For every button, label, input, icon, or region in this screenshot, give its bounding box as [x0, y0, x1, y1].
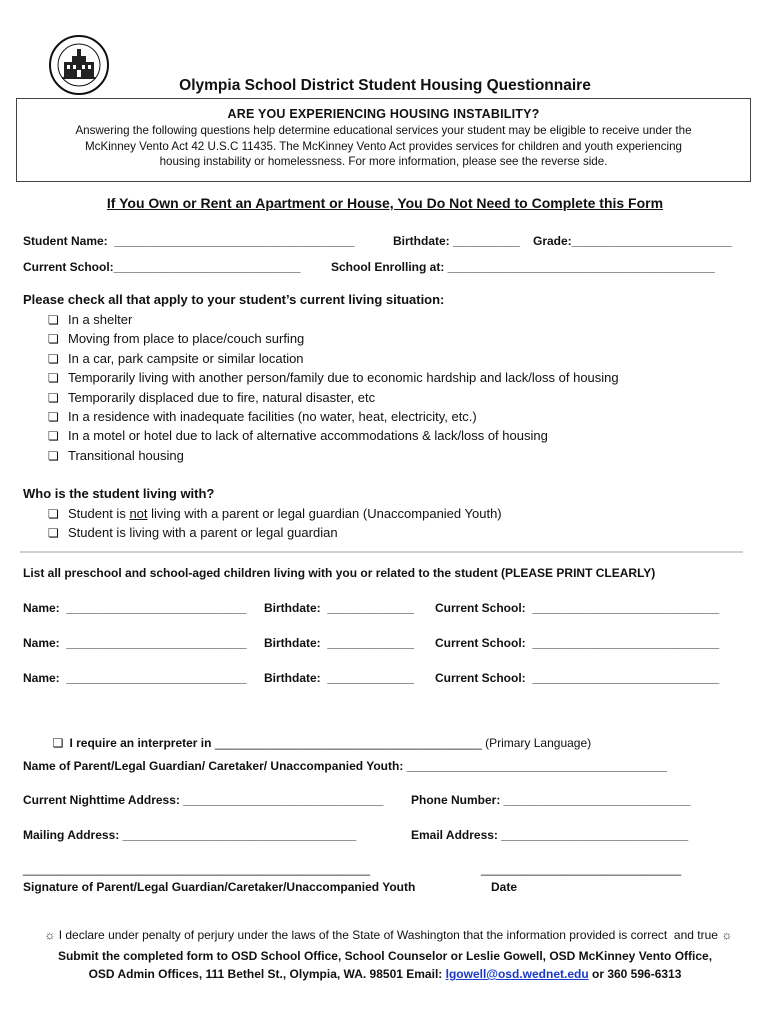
child-birthdate-field[interactable]: Birthdate: _____________ [264, 601, 415, 615]
option-label: In a shelter [68, 312, 133, 327]
child-birthdate-field[interactable]: Birthdate: _____________ [264, 671, 415, 685]
living-situation-option[interactable] [48, 428, 548, 443]
interpreter-suffix: (Primary Language) [481, 736, 592, 750]
living-situation-option[interactable] [48, 390, 375, 405]
info-line-1: Answering the following questions help determine educational services your student may be eligible to receive under the [75, 124, 692, 137]
signature-line[interactable]: ____________________________________________________ [23, 862, 371, 876]
interpreter-language-blank[interactable]: ________________________________________ [214, 736, 482, 750]
guardian-name-field[interactable]: Name of Parent/Legal Guardian/ Caretaker/ Unaccompanied Youth: _______________________________________ [23, 759, 667, 773]
perjury-declaration [0, 914, 770, 942]
option-unaccompanied[interactable] [48, 506, 502, 521]
submission-contact [0, 967, 770, 981]
info-line-2: McKinney Vento Act 42 U.S.C 11435. The McKinney Vento Act provides services for children and youth experiencing [85, 139, 682, 153]
living-situation-option[interactable] [48, 331, 304, 346]
sun-icon: ☼ [721, 928, 733, 942]
option-label: In a residence with inadequate facilities (no water, heat, electricity, etc.) [68, 409, 477, 424]
child-school-field[interactable]: Current School: ____________________________ [435, 636, 720, 650]
date-line[interactable]: ______________________________ [481, 862, 682, 876]
interpreter-row[interactable] [46, 722, 591, 750]
child-birthdate-field[interactable]: Birthdate: _____________ [264, 636, 415, 650]
option-with-guardian[interactable] [48, 525, 338, 540]
checkbox-icon[interactable]: ❏ [48, 448, 59, 463]
section-divider [20, 551, 743, 553]
current-school-field[interactable]: Current School:____________________________ [23, 260, 301, 274]
option-label: Transitional housing [68, 447, 184, 463]
contact-address: OSD Admin Offices, 111 Bethel St., Olympia, WA. 98501 Email: [88, 967, 446, 981]
interpreter-label: I require an interpreter in [69, 736, 215, 750]
info-line-3: housing instability or homelessness. For more information, please see the reverse side. [159, 155, 608, 169]
declaration-text: I declare under penalty of perjury under the laws of the State of Washington that the information provided is correct and true [58, 928, 718, 942]
child-school-field[interactable]: Current School: ____________________________ [435, 601, 720, 615]
child-name-field[interactable]: Name: ___________________________ [23, 671, 247, 685]
sun-icon: ☼ [44, 928, 56, 942]
living-situation-option[interactable] [48, 312, 132, 327]
checkbox-icon[interactable]: ❏ [48, 390, 59, 405]
checkbox-icon[interactable]: ❏ [48, 351, 59, 366]
checkbox-icon[interactable]: ❏ [48, 429, 59, 444]
living-with-question: Who is the student living with? [23, 486, 215, 501]
checkbox-icon[interactable]: ❏ [48, 371, 59, 386]
living-situation-option[interactable] [48, 409, 477, 424]
student-name-field[interactable]: Student Name: ____________________________________ [23, 234, 355, 248]
nighttime-address-field[interactable]: Current Nighttime Address: ______________________________ [23, 793, 384, 807]
living-situation-question: Please check all that apply to your student’s current living situation: [23, 292, 445, 307]
opt-text: Student is living with a parent or legal guardian [68, 525, 338, 540]
contact-phone: or 360 596-6313 [588, 967, 682, 981]
info-text [31, 123, 736, 170]
checkbox-icon[interactable]: ❏ [48, 313, 59, 327]
info-heading: ARE YOU EXPERIENCING HOUSING INSTABILITY? [227, 107, 540, 121]
grade-field[interactable]: Grade:________________________ [533, 234, 732, 248]
email-address-field[interactable]: Email Address: ____________________________ [411, 828, 689, 842]
signature-label: Signature of Parent/Legal Guardian/Caretaker/Unaccompanied Youth [23, 880, 416, 894]
mailing-address-field[interactable]: Mailing Address: ___________________________________ [23, 828, 357, 842]
phone-number-field[interactable]: Phone Number: ____________________________ [411, 793, 691, 807]
own-or-rent-notice: If You Own or Rent an Apartment or House, You Do Not Need to Complete this Form [106, 195, 664, 211]
option-label: In a motel or hotel due to lack of alternative accommodations & lack/loss of housing [68, 428, 548, 444]
opt-emphasis: not [129, 506, 148, 521]
submission-instructions: Submit the completed form to OSD School Office, School Counselor or Leslie Gowell, OSD McKinney Vento Office, [57, 949, 713, 963]
child-name-field[interactable]: Name: ___________________________ [23, 601, 247, 615]
date-label: Date [491, 880, 518, 894]
opt-text: Student is [68, 506, 130, 521]
living-situation-option[interactable] [48, 351, 304, 366]
contact-email-link[interactable]: lgowell@osd.wednet.edu [445, 967, 589, 981]
living-situation-option[interactable] [48, 370, 619, 385]
birthdate-field[interactable]: Birthdate: __________ [393, 234, 520, 248]
option-label: In a car, park campsite or similar location [68, 350, 304, 366]
children-heading: List all preschool and school-aged children living with you or related to the student (PLEASE PRINT CLEARLY) [23, 566, 656, 580]
option-label: Temporarily living with another person/family due to economic hardship and lack/loss of housing [68, 370, 619, 386]
checkbox-icon[interactable]: ❏ [48, 526, 59, 540]
checkbox-icon[interactable]: ❏ [48, 410, 59, 424]
form-title: Olympia School District Student Housing Questionnaire [179, 77, 591, 94]
option-label: Temporarily displaced due to fire, natural disaster, etc [68, 389, 376, 405]
housing-info-box [16, 98, 751, 182]
child-school-field[interactable]: Current School: ____________________________ [435, 671, 720, 685]
option-label: Moving from place to place/couch surfing [68, 331, 305, 347]
checkbox-icon[interactable]: ❏ [48, 507, 59, 521]
opt-text: living with a parent or legal guardian (Unaccompanied Youth) [147, 506, 502, 521]
child-name-field[interactable]: Name: ___________________________ [23, 636, 247, 650]
school-enrolling-field[interactable]: School Enrolling at: ________________________________________ [331, 260, 715, 274]
living-situation-option[interactable] [48, 448, 184, 463]
checkbox-icon[interactable]: ❏ [48, 332, 59, 347]
checkbox-icon[interactable]: ❏ [52, 736, 64, 750]
